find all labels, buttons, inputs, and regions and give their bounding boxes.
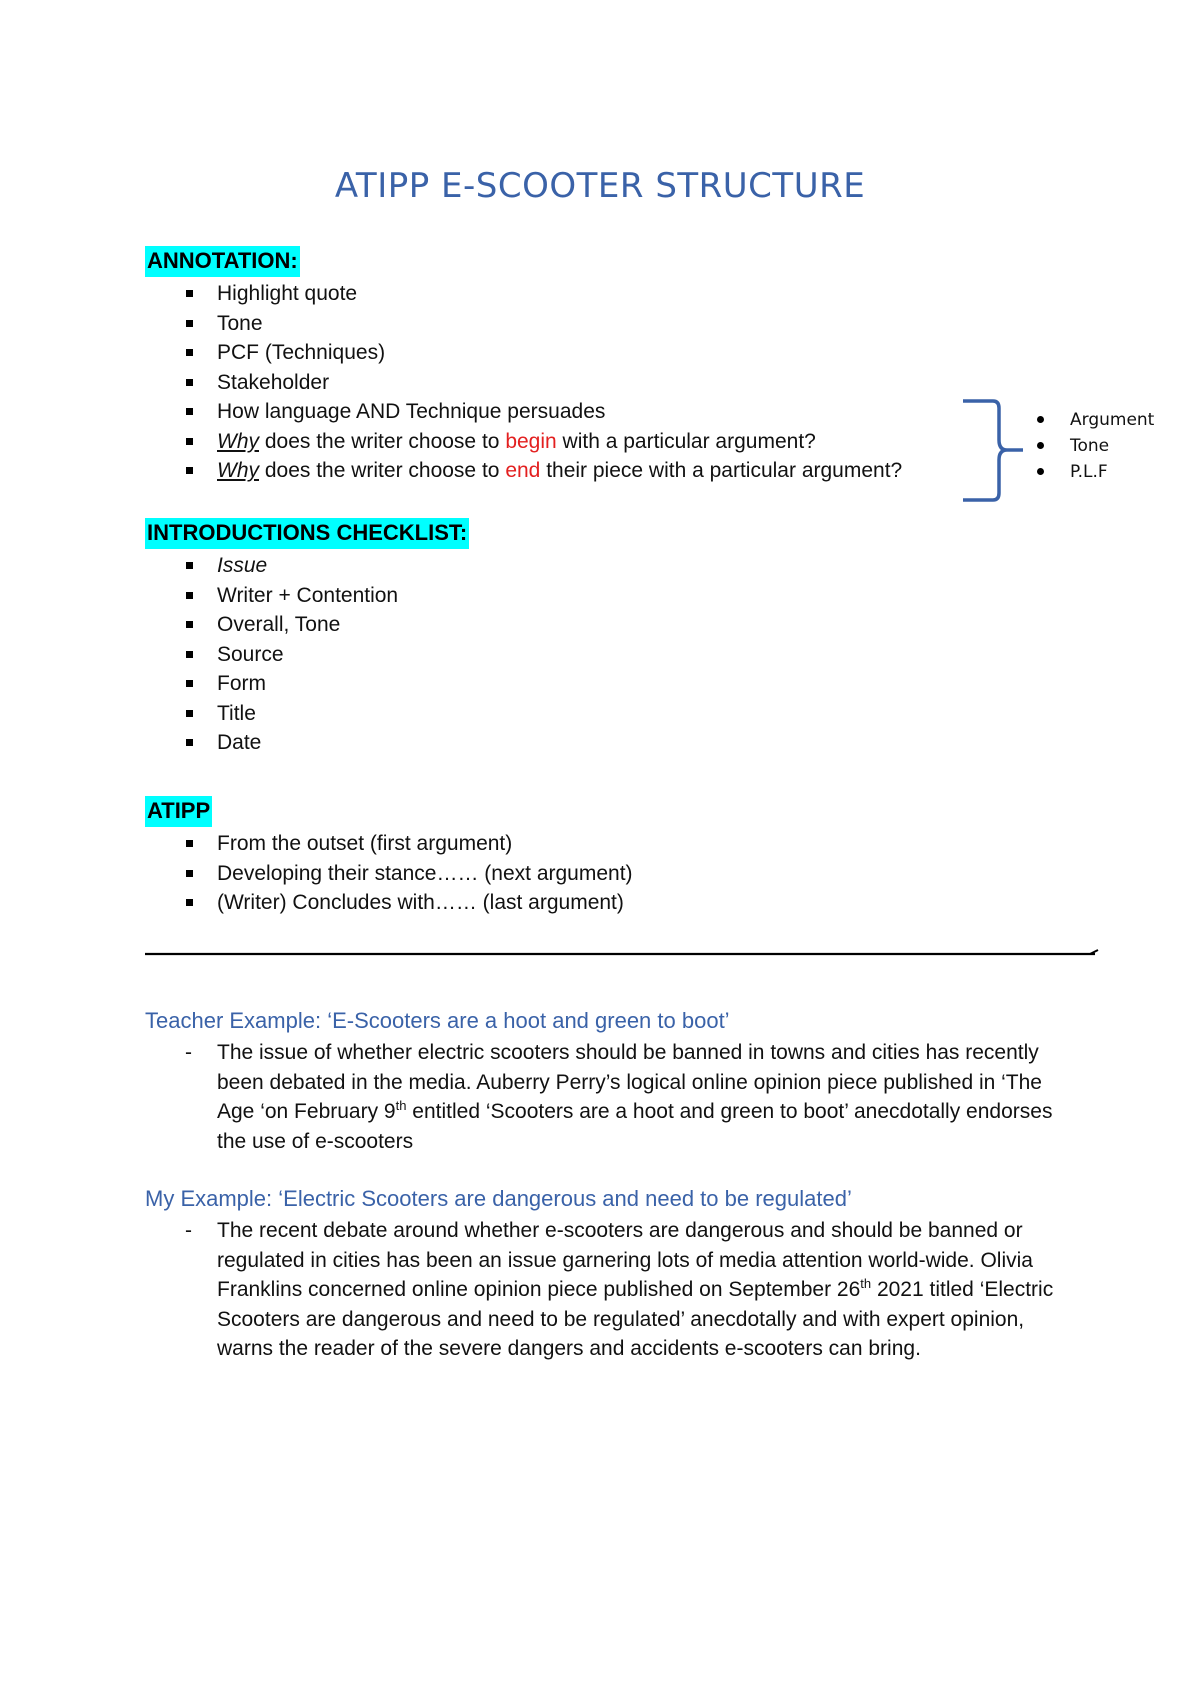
side-list-item: P.L.F xyxy=(1030,459,1154,485)
list-item: PCF (Techniques) xyxy=(145,338,902,368)
list-item: (Writer) Concludes with…… (last argument) xyxy=(145,888,633,918)
keyword-end: end xyxy=(505,459,541,482)
atipp-heading: ATIPP xyxy=(145,796,212,827)
my-example-heading: My Example: ‘Electric Scooters are dangerous and need to be regulated’ xyxy=(145,1186,852,1211)
text-fragment: with a particular argument? xyxy=(556,429,816,453)
text-fragment: entitled ‘Scooters are a hoot and green to boot’ anecdotally endorses the use of e-scooters xyxy=(217,1100,1053,1153)
list-item: Issue xyxy=(145,551,398,581)
text-fragment: 2021 titled ‘Electric Scooters are dangerous and need to be regulated’ anecdotally and with expert opinion, warns the reader of the severe dangers and accidents e-scooters can bring. xyxy=(217,1278,1054,1360)
why-label: Why xyxy=(217,459,259,482)
text-fragment: does the writer choose to xyxy=(259,459,506,482)
atipp-list xyxy=(145,829,633,918)
side-list-item: Argument xyxy=(1030,407,1154,433)
teacher-example-paragraph xyxy=(145,1038,1065,1156)
text-fragment: their piece with a particular argument? xyxy=(540,459,903,482)
list-item: Overall, Tone xyxy=(145,610,398,640)
curly-brace-icon xyxy=(955,398,1025,503)
why-label: Why xyxy=(217,429,259,453)
text-fragment: The recent debate around whether e-scooters are dangerous and should be banned or regulated in cities has been an issue garnering lots of media attention world-wide. Olivia Franklins concerned online opinion piece published on September 26 xyxy=(217,1219,1033,1301)
horizontal-rule xyxy=(145,945,1100,957)
list-item-why-begin xyxy=(145,427,902,457)
side-list xyxy=(1030,407,1154,485)
list-item: From the outset (first argument) xyxy=(145,829,633,859)
superscript: th xyxy=(860,1276,872,1291)
annotation-heading: ANNOTATION: xyxy=(145,246,300,277)
my-example-paragraph xyxy=(145,1216,1085,1364)
list-item: Form xyxy=(145,669,398,699)
superscript: th xyxy=(395,1098,407,1113)
list-item: Highlight quote xyxy=(145,279,902,309)
list-item: Tone xyxy=(145,309,902,339)
page-title: ATIPP E-SCOOTER STRUCTURE xyxy=(334,166,866,206)
text-fragment: does the writer choose to xyxy=(259,429,506,453)
teacher-example-heading: Teacher Example: ‘E-Scooters are a hoot and green to boot’ xyxy=(145,1008,730,1033)
keyword-begin: begin xyxy=(505,429,557,453)
introductions-list xyxy=(145,551,398,758)
list-item: Writer + Contention xyxy=(145,581,398,611)
list-item: Source xyxy=(145,640,398,670)
list-item: Date xyxy=(145,728,398,758)
list-item: Title xyxy=(145,699,398,729)
side-list-item: Tone xyxy=(1030,433,1154,459)
annotation-list xyxy=(145,279,902,486)
list-item-why-end xyxy=(145,456,902,486)
list-item: Stakeholder xyxy=(145,368,902,398)
list-item: How language AND Technique persuades xyxy=(145,397,902,427)
dash-marker: - xyxy=(185,1219,192,1242)
introductions-heading: INTRODUCTIONS CHECKLIST: xyxy=(145,518,469,549)
dash-marker: - xyxy=(185,1041,192,1064)
list-item: Developing their stance…… (next argument) xyxy=(145,859,633,889)
text-fragment: The issue of whether electric scooters should be banned in towns and cities has recently been debated in the media. Auberry Perry’s logical online opinion piece published in ‘The Age ‘on February 9 xyxy=(217,1041,1042,1123)
